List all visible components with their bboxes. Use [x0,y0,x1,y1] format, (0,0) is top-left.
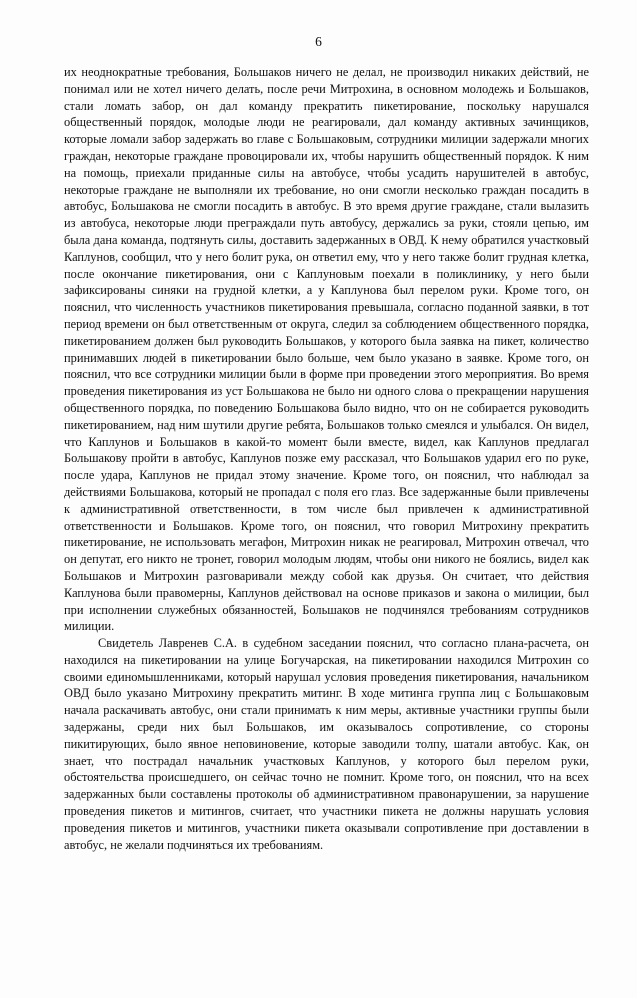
document-body [64,64,589,853]
paragraph-testimony-continued: их неоднократные требования, Большаков ничего не делал, не производил никаких действий, не понимал или не хотел ничего делать, после речи Митрохина, в основном молодежь и Большаков, стали ломать забор, он дал команду прекратить пикетирование, поскольку нарушался общественный порядок, молодые люди не реагировали, дал команду активных зачинщиков, которые ломали забор задержать во главе с Большаковым, сотрудники милиции задержали многих граждан, некоторые граждане провоцировали их, чтобы нарушить общественный порядок. К ним на помощь, приехали приданные силы на автобусе, чтобы усадить нарушителей в автобус, некоторые граждане не выполняли их требование, но они смогли несколько граждан посадить в автобус, Большакова не смогли посадить в автобус. В это время другие граждане, стали вылазить из автобуса, некоторые люди преграждали путь автобусу, держались за руки, стояли цепью, им была дана команда, подтянуть силы, доставить задержанных в ОВД. К нему обратился участковый Каплунов, сообщил, что у него болит рука, он ответил ему, что у него также болит грудная клетка, после окончание пикетирования, они с Каплуновым поехали в поликлинику, у него были зафиксированы синяки на грудной клетки, а у Каплунова был перелом руки. Кроме того, он пояснил, что численность участников пикетирования превышала, согласно поданной заявки, в тот период времени он был ответственным от округа, следил за соблюдением общественного порядка, пикетированием должен был руководить Большаков, у которого была заявка на пикет, количество принимавших людей в пикетировании было больше, чем было указано в заявке. Кроме того, он пояснил, что все сотрудники милиции были в форме при проведении этого мероприятия. Во время проведения пикетирования из уст Большакова не было ни одного слова о прекращении нарушения общественного порядка, по поведению Большакова было видно, что он не собирается руководить пикетированием, над ним шутили другие ребята, Большаков только смеялся и улыбался. Он видел, что Каплунов и Большаков в какой-то момент были вместе, видел, как Каплунов предлагал Большакову пройти в автобус, Каплунов позже ему рассказал, что Большаков ударил его по руке, после удара, Каплунов не придал этому значение. Кроме того, он пояснил, что наблюдал за действиями Большакова, который не пропадал с поля его глаз. Все задержанные были привлечены к административной ответственности, в том числе был привлечен к административной ответственности и Большаков. Кроме того, он пояснил, что говорил Митрохину прекратить пикетирование, не использовать мегафон, Митрохин никак не реагировал, Митрохин отвечал, что он депутат, его никто не тронет, говорил молодым людям, чтобы они никого не боялись, видел как Большаков и Митрохин разговаривали между собой как друзья. Он считает, что действия Каплунова были правомерны, Каплунов действовал на основе приказов и закона о милиции, был при исполнении служебных обязанностей, Большаков не подчинялся требованиям сотрудников милиции. [64,65,589,634]
page-number: 6 [315,34,322,49]
paragraph-witness-lavrenev: Свидетель Лавренев С.А. в судебном заседании пояснил, что согласно плана-расчета, он находился на пикетировании на улице Богучарская, на пикетировании находился Митрохин со своими единомышленниками, который нарушал условия проведения пикетирования, начальником ОВД было указано Митрохину прекратить митинг. В ходе митинга группа лиц с Большаковым начала раскачивать автобус, они стали принимать к ним меры, активные участники группы были задержаны, среди них был Большаков, им оказывалось сопротивление, со стороны пикитирующих, было явное неповиновение, которые заводили толпу, шатали автобус. Как, он знает, что пострадал начальник участковых Каплунов, у которого был перелом руки, обстоятельства происшедшего, он сейчас точно не помнит. Кроме того, он пояснил, что на всех задержанных были составлены протоколы об административном правонарушении, за нарушение проведения пикетов и митингов, считает, что участники пикета не должны нарушать условия проведения пикетов и митингов, участники пикета оказывали сопротивление при доставлении в автобус, не желали подчиняться их требованиям. [64,636,589,852]
